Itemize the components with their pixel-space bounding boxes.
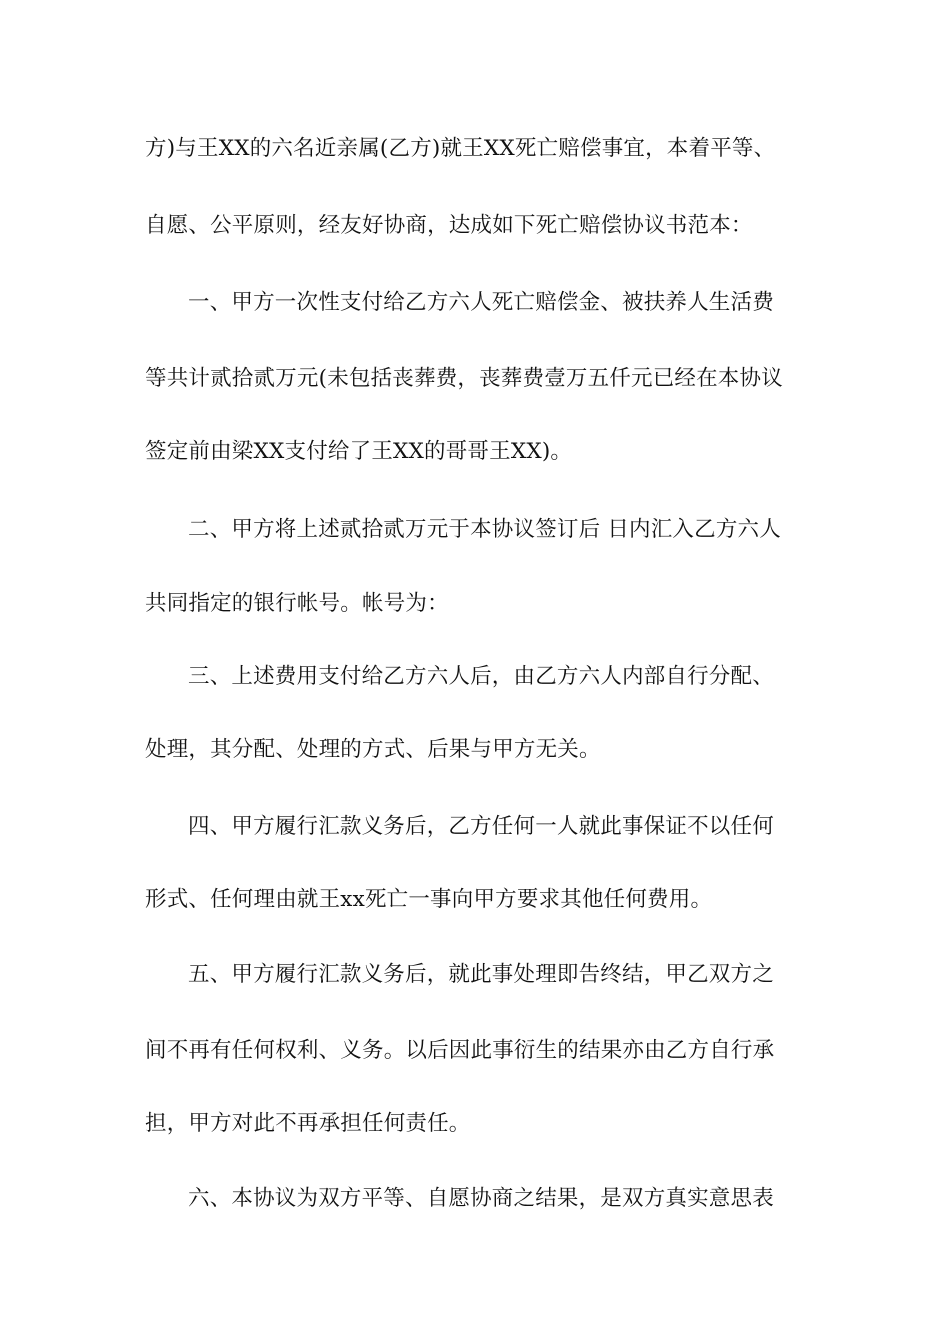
clause-1-line: 一、甲方一次性支付给乙方六人死亡赔偿金、被扶养人生活费 [188,290,774,315]
paragraph-line: 间不再有任何权利、义务。以后因此事衍生的结果亦由乙方自行承 [145,1038,775,1063]
paragraph-line: 处理，其分配、处理的方式、后果与甲方无关。 [145,737,601,762]
clause-3-line: 三、上述费用支付给乙方六人后，由乙方六人内部自行分配、 [188,664,774,689]
paragraph-line: 形式、任何理由就王xx死亡一事向甲方要求其他任何费用。 [145,887,713,912]
clause-2-line: 二、甲方将上述贰拾贰万元于本协议签订后 日内汇入乙方六人 [188,517,781,542]
paragraph-line: 担，甲方对此不再承担任何责任。 [145,1111,471,1136]
clause-5-line: 五、甲方履行汇款义务后，就此事处理即告终结，甲乙双方之 [188,962,774,987]
clause-6-line: 六、本协议为双方平等、自愿协商之结果，是双方真实意思表 [188,1186,774,1211]
paragraph-line: 签定前由梁XX支付给了王XX的哥哥王XX)。 [145,439,573,464]
paragraph-line: 方)与王XX的六名近亲属(乙方)就王XX死亡赔偿事宜，本着平等、 [145,136,776,161]
paragraph-line: 共同指定的银行帐号。帐号为： [145,591,449,616]
clause-4-line: 四、甲方履行汇款义务后，乙方任何一人就此事保证不以任何 [188,814,774,839]
paragraph-line: 自愿、公平原则，经友好协商，达成如下死亡赔偿协议书范本： [145,213,753,238]
paragraph-line: 等共计贰拾贰万元(未包括丧葬费，丧葬费壹万五仟元已经在本协议 [145,366,783,391]
